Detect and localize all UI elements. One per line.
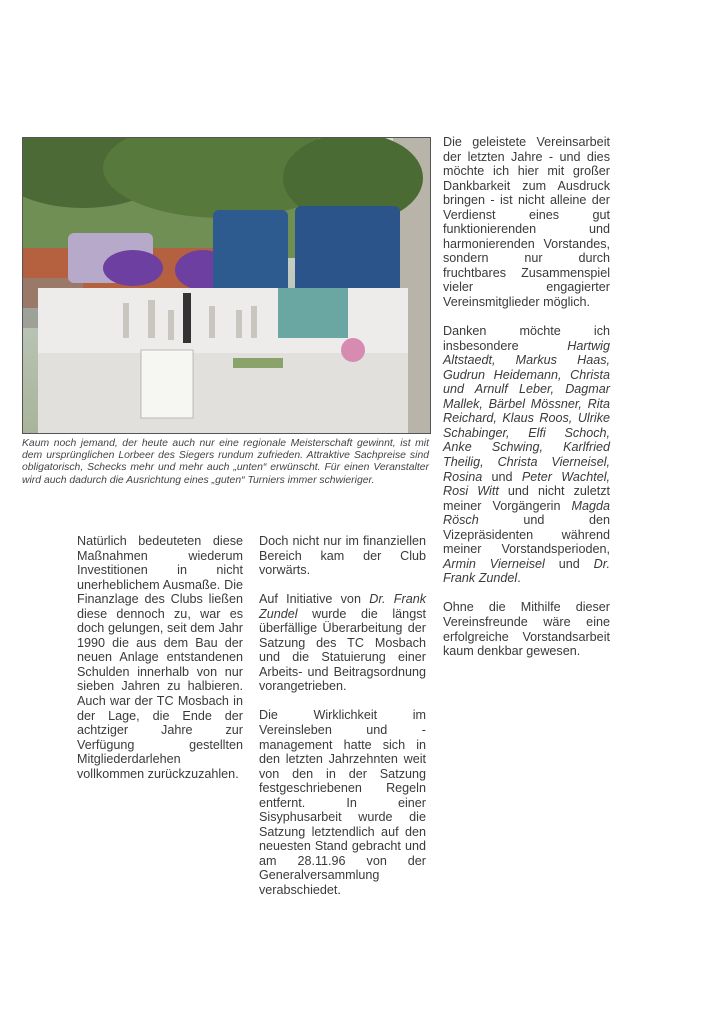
column-middle bbox=[259, 534, 426, 912]
trophy-table-photo bbox=[22, 137, 431, 434]
text-segment: wurde die längst überfällige Überarbeitung der Satzung des TC Mosbach und die Statuierung einer Arbeits- und Beitragsordnung vorangetrieben. bbox=[259, 606, 426, 694]
person-name: Magda Rösch bbox=[443, 498, 610, 528]
paragraph: Natürlich bedeuteten diese Maßnahmen wiederum Investitionen in nicht unerheblichem Ausmaße. Die Finanzlage des Clubs ließen diese dennoch zu, war es doch gelungen, seit dem Jahr 1990 die aus dem Bau der neuen Anlage entstandenen Schulden innerhalb von nur sieben Jahren zu halbieren. Auch war der TC Mosbach in der Lage, die Ende der achtziger Jahre zur Verfügung gestellten Mitgliederdarlehen vollkommen zurückzuzahlen. bbox=[77, 534, 243, 781]
text-segment: Danken möchte ich insbesondere bbox=[443, 324, 610, 353]
photo-caption: Kaum noch jemand, der heute auch nur eine regionale Meisterschaft gewinnt, ist mit dem ursprünglichen Lorbeer des Siegers rundum zufrieden. Attraktive Sachpreise sind obligatorisch, Schecks mehr und mehr auch „unten“ erwünscht. Für einen Veranstalter wird auch dadurch die Ausrichtung eines „guten“ Turniers immer schwieriger. bbox=[22, 438, 429, 486]
paragraph: Die Wirklichkeit im Vereinsleben und -management hatte sich in den letzten Jahrzehnten weit von den in der Satzung festgeschriebenen Regeln entfernt. In einer Sisyphusarbeit wurde die Satzung letztendlich auf den neuesten Stand gebracht und am 28.11.96 von der Generalversammlung verabschiedet. bbox=[259, 708, 426, 898]
column-right bbox=[443, 135, 610, 673]
text-segment: und nicht zuletzt meiner Vorgängerin bbox=[443, 484, 611, 513]
photo-illustration bbox=[23, 138, 430, 433]
text-segment: und den Vizepräsidenten während meiner Vorstandsperioden, bbox=[443, 513, 610, 557]
paragraph bbox=[259, 592, 426, 694]
paragraph: Die geleistete Vereinsarbeit der letzten Jahre - und dies möchte ich hier mit großer Dankbarkeit zum Ausdruck bringen - ist nicht alleine der Verdienst eines gut funktionierenden und harmonierenden Vorstandes, sondern nur durch fruchtbares Zusammenspiel vieler engagierter Vereinsmitglieder möglich. bbox=[443, 135, 610, 310]
text-segment: und bbox=[544, 556, 594, 571]
person-name: Dr. Frank Zundel bbox=[259, 592, 426, 621]
paragraph: Ohne die Mithilfe dieser Vereinsfreunde wäre eine erfolgreiche Vorstandsarbeit kaum denkbar gewesen. bbox=[443, 600, 610, 659]
paragraph bbox=[443, 324, 610, 586]
person-name: Armin Vierneisel bbox=[443, 556, 545, 571]
person-names: Peter Wachtel, Rosi Witt bbox=[443, 469, 610, 499]
text-segment: Auf Initiative von bbox=[259, 592, 370, 607]
column-left bbox=[77, 534, 243, 796]
text-segment: . bbox=[517, 571, 521, 586]
person-name: Dr. Frank Zundel bbox=[443, 556, 610, 586]
text-segment: und bbox=[482, 469, 522, 484]
paragraph: Doch nicht nur im finanziellen Bereich kam der Club vorwärts. bbox=[259, 534, 426, 578]
person-names: Hartwig Altstaedt, Markus Haas, Gudrun Heidemann, Christa und Arnulf Leber, Dagmar Mallek, Bärbel Mössner, Rita Reichard, Klaus Roos, Ulrike Schabinger, Elfi Schoch, Anke Schwing, Karlfried Theilig, Christa Vierneisel, Rosina bbox=[443, 338, 610, 484]
